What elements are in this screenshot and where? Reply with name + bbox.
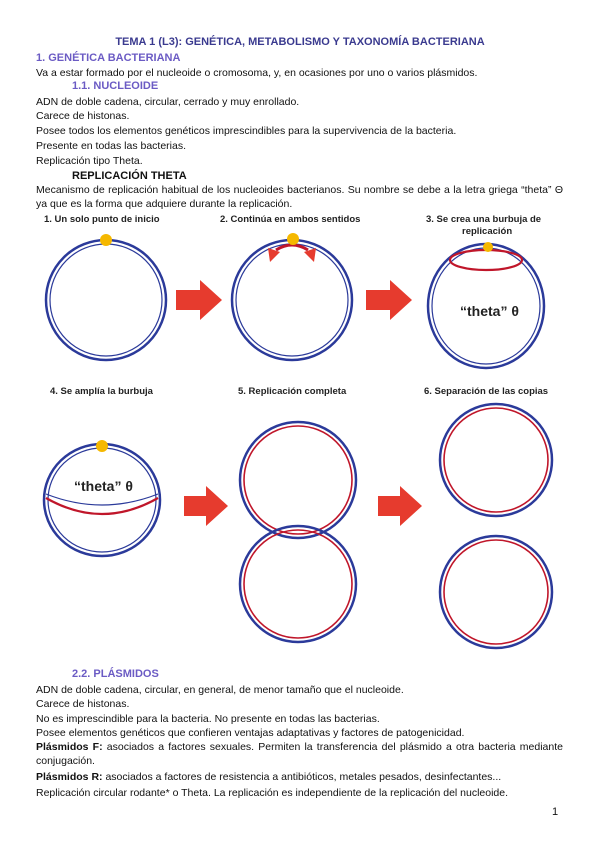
subsection-heading-plasmidos: 2.2. PLÁSMIDOS xyxy=(72,668,159,680)
step-label-3b: replicación xyxy=(462,226,513,237)
replicacion-theta-heading: REPLICACIÓN THETA xyxy=(72,170,187,182)
step-label-5: 5. Replicación completa xyxy=(238,386,347,397)
step-label-3: 3. Se crea una burbuja de xyxy=(426,214,542,225)
arrow-right-icon xyxy=(366,280,412,320)
plasmidos-line: No es imprescindible para la bacteria. No presente en todas las bacterias. xyxy=(36,713,380,725)
theta-label-step-3: “theta” θ xyxy=(460,303,519,319)
step-2-circle xyxy=(232,233,352,360)
plasmidos-replicacion: Replicación circular rodante* o Theta. La replicación es independiente de la replicación del nucleoide. xyxy=(36,787,509,799)
origin-dot xyxy=(100,234,112,246)
origin-dot xyxy=(287,233,299,245)
theta-label-step-4: “theta” θ xyxy=(74,478,133,494)
plasmidos-line: ADN de doble cadena, circular, en general, de menor tamaño que el nucleoide. xyxy=(36,684,404,696)
origin-dot xyxy=(96,440,108,452)
nucleoide-line: ADN de doble cadena, circular, cerrado y muy enrollado. xyxy=(36,96,300,108)
step-label-1: 1. Un solo punto de inicio xyxy=(44,214,160,225)
nucleoide-line: Replicación tipo Theta. xyxy=(36,155,143,167)
replicacion-theta-paragraph: Mecanismo de replicación habitual de los nucleoides bacterianos. Su nombre se debe a la letra griega “theta” Θ ya que es la forma que adquiere durante la replicación. xyxy=(36,184,563,210)
nucleoide-line: Carece de histonas. xyxy=(36,110,130,122)
plasmidos-f-text: asociados a factores sexuales. Permiten la transferencia del plásmido a otra bacteria mediante conjugación. xyxy=(36,741,563,767)
plasmidos-r-label: Plásmidos R: xyxy=(36,771,103,783)
arrow-right-icon xyxy=(378,486,422,526)
arrow-right-icon xyxy=(176,280,222,320)
step-label-4: 4. Se amplía la burbuja xyxy=(50,386,153,397)
step-1-circle xyxy=(46,234,166,360)
plasmidos-r-paragraph xyxy=(36,770,501,784)
plasmidos-f-label: Plásmidos F: xyxy=(36,741,103,753)
nucleoide-line: Posee todos los elementos genéticos imprescindibles para la supervivencia de la bacteria. xyxy=(36,125,457,137)
step-5-circles xyxy=(240,422,356,642)
subsection-heading-nucleoide: 1.1. NUCLEOIDE xyxy=(72,80,159,92)
document-title: TEMA 1 (L3): GENÉTICA, METABOLISMO Y TAXONOMÍA BACTERIANA xyxy=(115,36,485,48)
plasmidos-f-paragraph xyxy=(36,741,563,768)
step-label-2: 2. Continúa en ambos sentidos xyxy=(220,214,361,225)
page-number: 1 xyxy=(552,806,559,818)
intro-paragraph: Va a estar formado por el nucleoide o cromosoma, y, en ocasiones por uno o varios plásmidos. xyxy=(36,67,478,79)
section-heading-genetica: 1. GENÉTICA BACTERIANA xyxy=(36,52,181,64)
plasmidos-r-text: asociados a factores de resistencia a antibióticos, metales pesados, desinfectantes... xyxy=(102,771,502,783)
plasmidos-line: Posee elementos genéticos que confieren ventajas adaptativas y factores de patogenicidad. xyxy=(36,727,465,739)
nucleoide-line: Presente en todas las bacterias. xyxy=(36,140,187,152)
origin-dot xyxy=(483,242,493,252)
step-6-circles xyxy=(440,404,552,648)
step-4-circle xyxy=(44,440,160,556)
step-label-6: 6. Separación de las copias xyxy=(424,386,549,397)
arrow-right-icon xyxy=(184,486,228,526)
plasmidos-line: Carece de histonas. xyxy=(36,698,130,710)
